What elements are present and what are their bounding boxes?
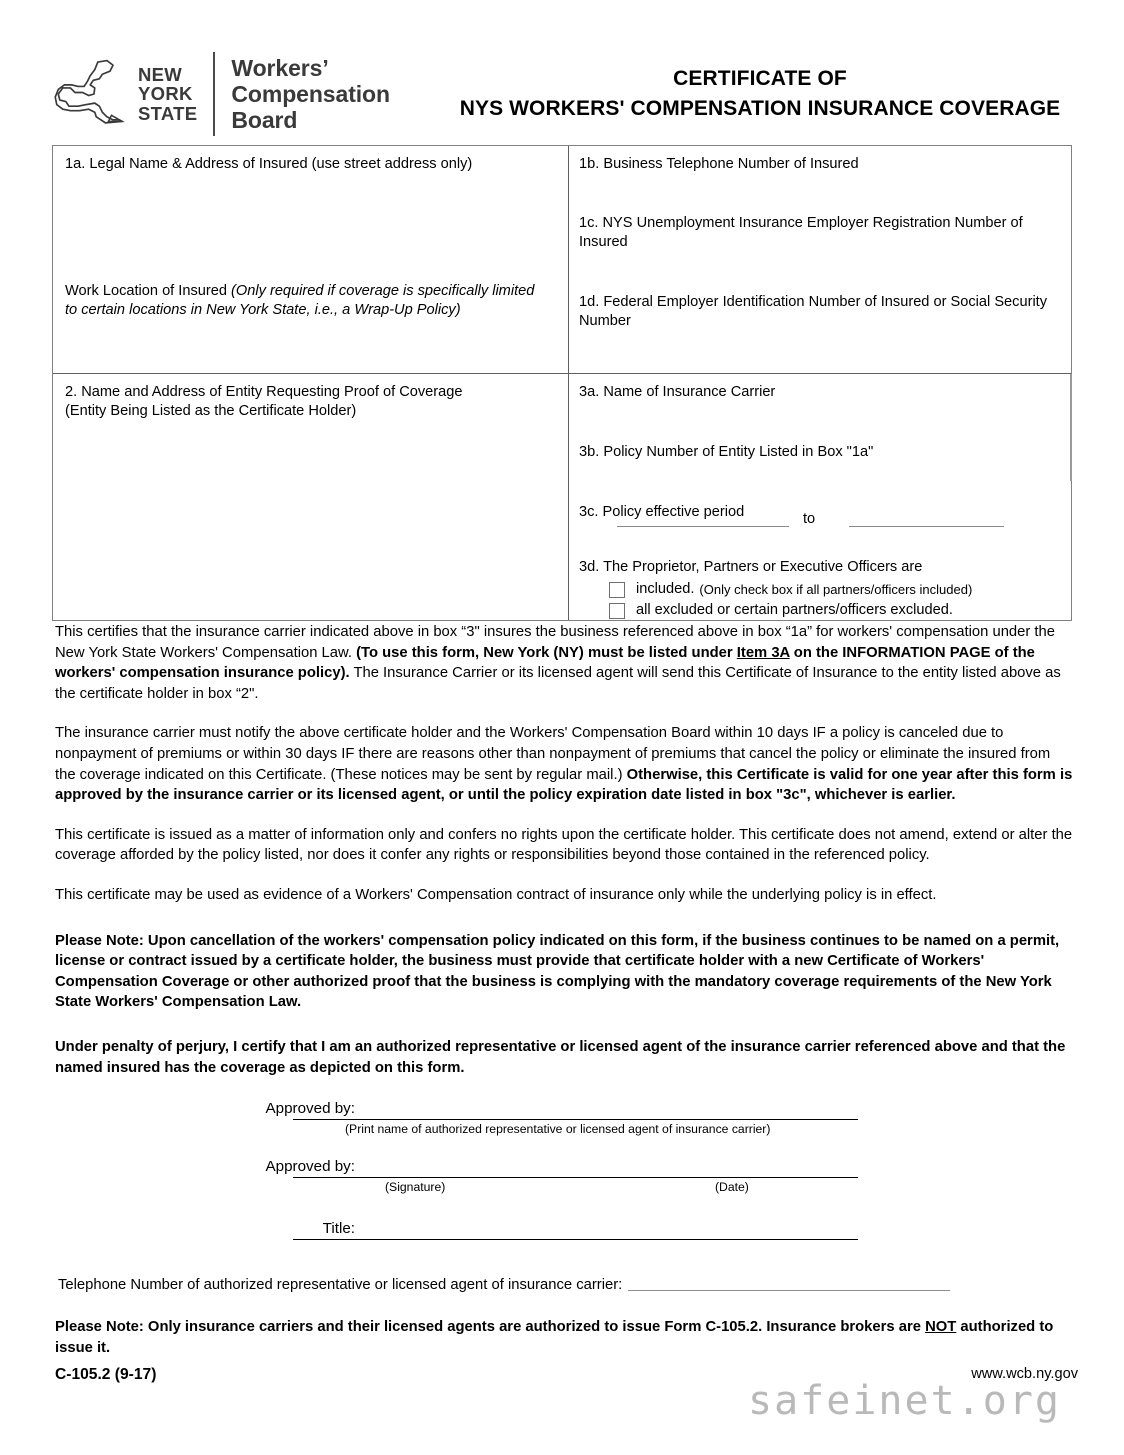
approved-by-print-name-row xyxy=(55,1095,1073,1153)
field-label-3a: 3a. Name of Insurance Carrier xyxy=(579,384,776,400)
title-row xyxy=(55,1215,1073,1259)
logo-state-line-3: STATE xyxy=(138,102,198,124)
checkbox-included-note: (Only check box if all partners/officers included) xyxy=(699,582,973,597)
broker-note xyxy=(55,1317,1073,1358)
broker-note-part-b: authorized to issue it. xyxy=(55,1319,1054,1356)
approved-by-2-label: Approved by: xyxy=(265,1158,355,1175)
field-label-2-line-1: 2. Name and Address of Entity Requesting Proof of Coverage xyxy=(65,384,463,400)
watermark: safeinet.org xyxy=(748,1378,1061,1424)
approved-by-signature-input[interactable] xyxy=(293,1177,858,1178)
form-row-1 xyxy=(53,146,1071,373)
paragraph-6-penalty-of-perjury: Under penalty of perjury, I certify that I am an authorized representative or licensed agent of the insurance carrier referenced above and that the named insured has the coverage as depicted on this form. xyxy=(55,1038,1066,1076)
p1-bold-part-2: on the INFORMATION PAGE of the workers' compensation insurance policy). xyxy=(55,644,1035,682)
policy-period-inputs xyxy=(579,506,1049,527)
approved-by-print-name-input[interactable] xyxy=(293,1119,858,1120)
field-cell-1a[interactable] xyxy=(53,146,569,373)
title-label: Title: xyxy=(322,1220,355,1237)
field-label-3d: 3d. The Proprietor, Partners or Executive Officers are xyxy=(579,559,923,575)
field-cells-3a-3d[interactable] xyxy=(569,374,1071,620)
checkbox-included[interactable] xyxy=(609,582,625,598)
certification-body-text xyxy=(55,622,1073,1097)
p1-item-3a-reference: Item 3A xyxy=(736,644,790,661)
telephone-input[interactable] xyxy=(628,1276,950,1291)
agency-wordmark xyxy=(231,55,390,133)
signature-caption: (Signature) xyxy=(385,1180,446,1194)
policy-effective-from-input[interactable] xyxy=(617,506,789,527)
new-york-state-map-icon xyxy=(52,56,136,132)
checkbox-row-included[interactable] xyxy=(609,579,1049,600)
logo-agency-line-3: Board xyxy=(231,107,298,133)
broker-note-not: NOT xyxy=(925,1319,957,1335)
logo-state-line-2: YORK xyxy=(138,83,193,105)
field-cells-1b-1c-1d[interactable] xyxy=(569,146,1071,373)
form-number: C-105.2 (9-17) xyxy=(55,1366,157,1383)
p1-bold-part-1: (To use this form, New York (NY) must be listed under xyxy=(356,644,737,661)
approved-by-signature-row xyxy=(55,1153,1073,1215)
logo-state-line-1: NEW xyxy=(138,63,183,85)
policy-period-to-label: to xyxy=(803,511,816,527)
checkbox-included-label: included. xyxy=(636,581,695,597)
work-location-note: (Only required if coverage is specifically limited to certain locations in New York State, i.e., a Wrap-Up Policy) xyxy=(65,283,535,318)
field-label-3c: 3c. Policy effective period xyxy=(579,504,745,520)
paragraph-1 xyxy=(55,622,1073,704)
paragraph-4: This certificate may be used as evidence of a Workers' Compensation contract of insurance only while the underlying policy is in effect. xyxy=(55,886,937,903)
website-url: www.wcb.ny.gov xyxy=(971,1366,1078,1382)
broker-note-part-a: Please Note: Only insurance carriers and their licensed agents are authorized to issue Form C-105.2. Insurance brokers are xyxy=(55,1319,926,1335)
page-title xyxy=(430,64,1090,124)
checkbox-row-excluded[interactable] xyxy=(609,600,1049,621)
p2-bold-part: Otherwise, this Certificate is valid for one year after this form is approved by the insurance carrier or its licensed agent, or until the policy expiration date listed in box "3c", whichever is earlier. xyxy=(55,766,1073,804)
title-line-1: CERTIFICATE OF xyxy=(673,67,847,90)
checkbox-excluded-label: all excluded or certain partners/officers excluded. xyxy=(636,602,953,618)
telephone-row xyxy=(58,1276,1073,1293)
date-caption: (Date) xyxy=(715,1180,749,1194)
telephone-label: Telephone Number of authorized representative or licensed agent of insurance carrier: xyxy=(58,1277,623,1293)
proprietor-options xyxy=(579,579,1049,621)
field-label-1a: 1a. Legal Name & Address of Insured (use street address only) xyxy=(65,156,473,172)
field-label-3b: 3b. Policy Number of Entity Listed in Box "1a" xyxy=(579,444,874,460)
field-label-2-line-2: (Entity Being Listed as the Certificate Holder) xyxy=(65,403,357,419)
paragraph-2 xyxy=(55,723,1073,805)
border-notch xyxy=(1070,374,1072,481)
p1-part-a: This certifies that the insurance carrier indicated above in box “3" insures the business referenced above in box “1a” for workers' compensation under the New York State Workers' Compensation Law. xyxy=(55,624,1055,661)
paragraph-3: This certificate is issued as a matter of information only and confers no rights upon the certificate holder. This certificate does not amend, extend or alter the coverage afforded by the policy listed, nor does it confer any rights or responsibilities beyond those contained in the referenced policy. xyxy=(55,826,1073,864)
form-fields-table xyxy=(52,145,1072,621)
signature-block xyxy=(55,1095,1073,1259)
work-location-prefix: Work Location of Insured xyxy=(65,283,232,299)
field-label-1d: 1d. Federal Employer Identification Number of Insured or Social Security Number xyxy=(579,294,1048,329)
p1-part-b: The Insurance Carrier or its licensed agent will send this Certificate of Insurance to the entity listed above as the certificate holder in box “2". xyxy=(55,665,1061,702)
policy-effective-to-input[interactable] xyxy=(849,506,1004,527)
title-input[interactable] xyxy=(293,1239,858,1240)
field-label-1b: 1b. Business Telephone Number of Insured xyxy=(579,156,859,172)
checkbox-excluded[interactable] xyxy=(609,603,625,619)
document-header xyxy=(0,0,1124,145)
new-york-state-wordmark xyxy=(138,65,197,124)
form-row-2 xyxy=(53,373,1071,620)
title-line-2: NYS WORKERS' COMPENSATION INSURANCE COVERAGE xyxy=(459,97,1061,120)
logo-agency-line-2: Compensation xyxy=(231,81,390,107)
approved-by-1-label: Approved by: xyxy=(265,1100,355,1117)
paragraph-5-please-note: Please Note: Upon cancellation of the workers' compensation policy indicated on this form, if the business continues to be named on a permit, license or contract issued by a certificate holder, the business must provide that certificate holder with a new Certificate of Workers' Compensation Coverage or other authorized proof that the business is complying with the mandatory coverage requirements of the New York State Workers' Compensation Law. xyxy=(55,932,1060,1011)
logo-divider xyxy=(213,52,215,136)
field-label-1c: 1c. NYS Unemployment Insurance Employer Registration Number of Insured xyxy=(579,215,1023,250)
field-cell-2[interactable] xyxy=(53,374,569,620)
field-label-work-location xyxy=(65,282,547,320)
nys-wcb-logo xyxy=(52,48,390,140)
p2-part-a: The insurance carrier must notify the above certificate holder and the Workers' Compensation Board within 10 days IF a policy is canceled due to nonpayment of premiums or within 30 days IF there are reasons other than nonpayment of premiums that cancel the policy or eliminate the insured from the coverage indicated on this Certificate. (These notices may be sent by regular mail.) xyxy=(55,725,1051,783)
approved-by-print-name-caption: (Print name of authorized representative or licensed agent of insurance carrier) xyxy=(345,1122,771,1136)
logo-agency-line-1: Workers’ xyxy=(231,55,329,81)
